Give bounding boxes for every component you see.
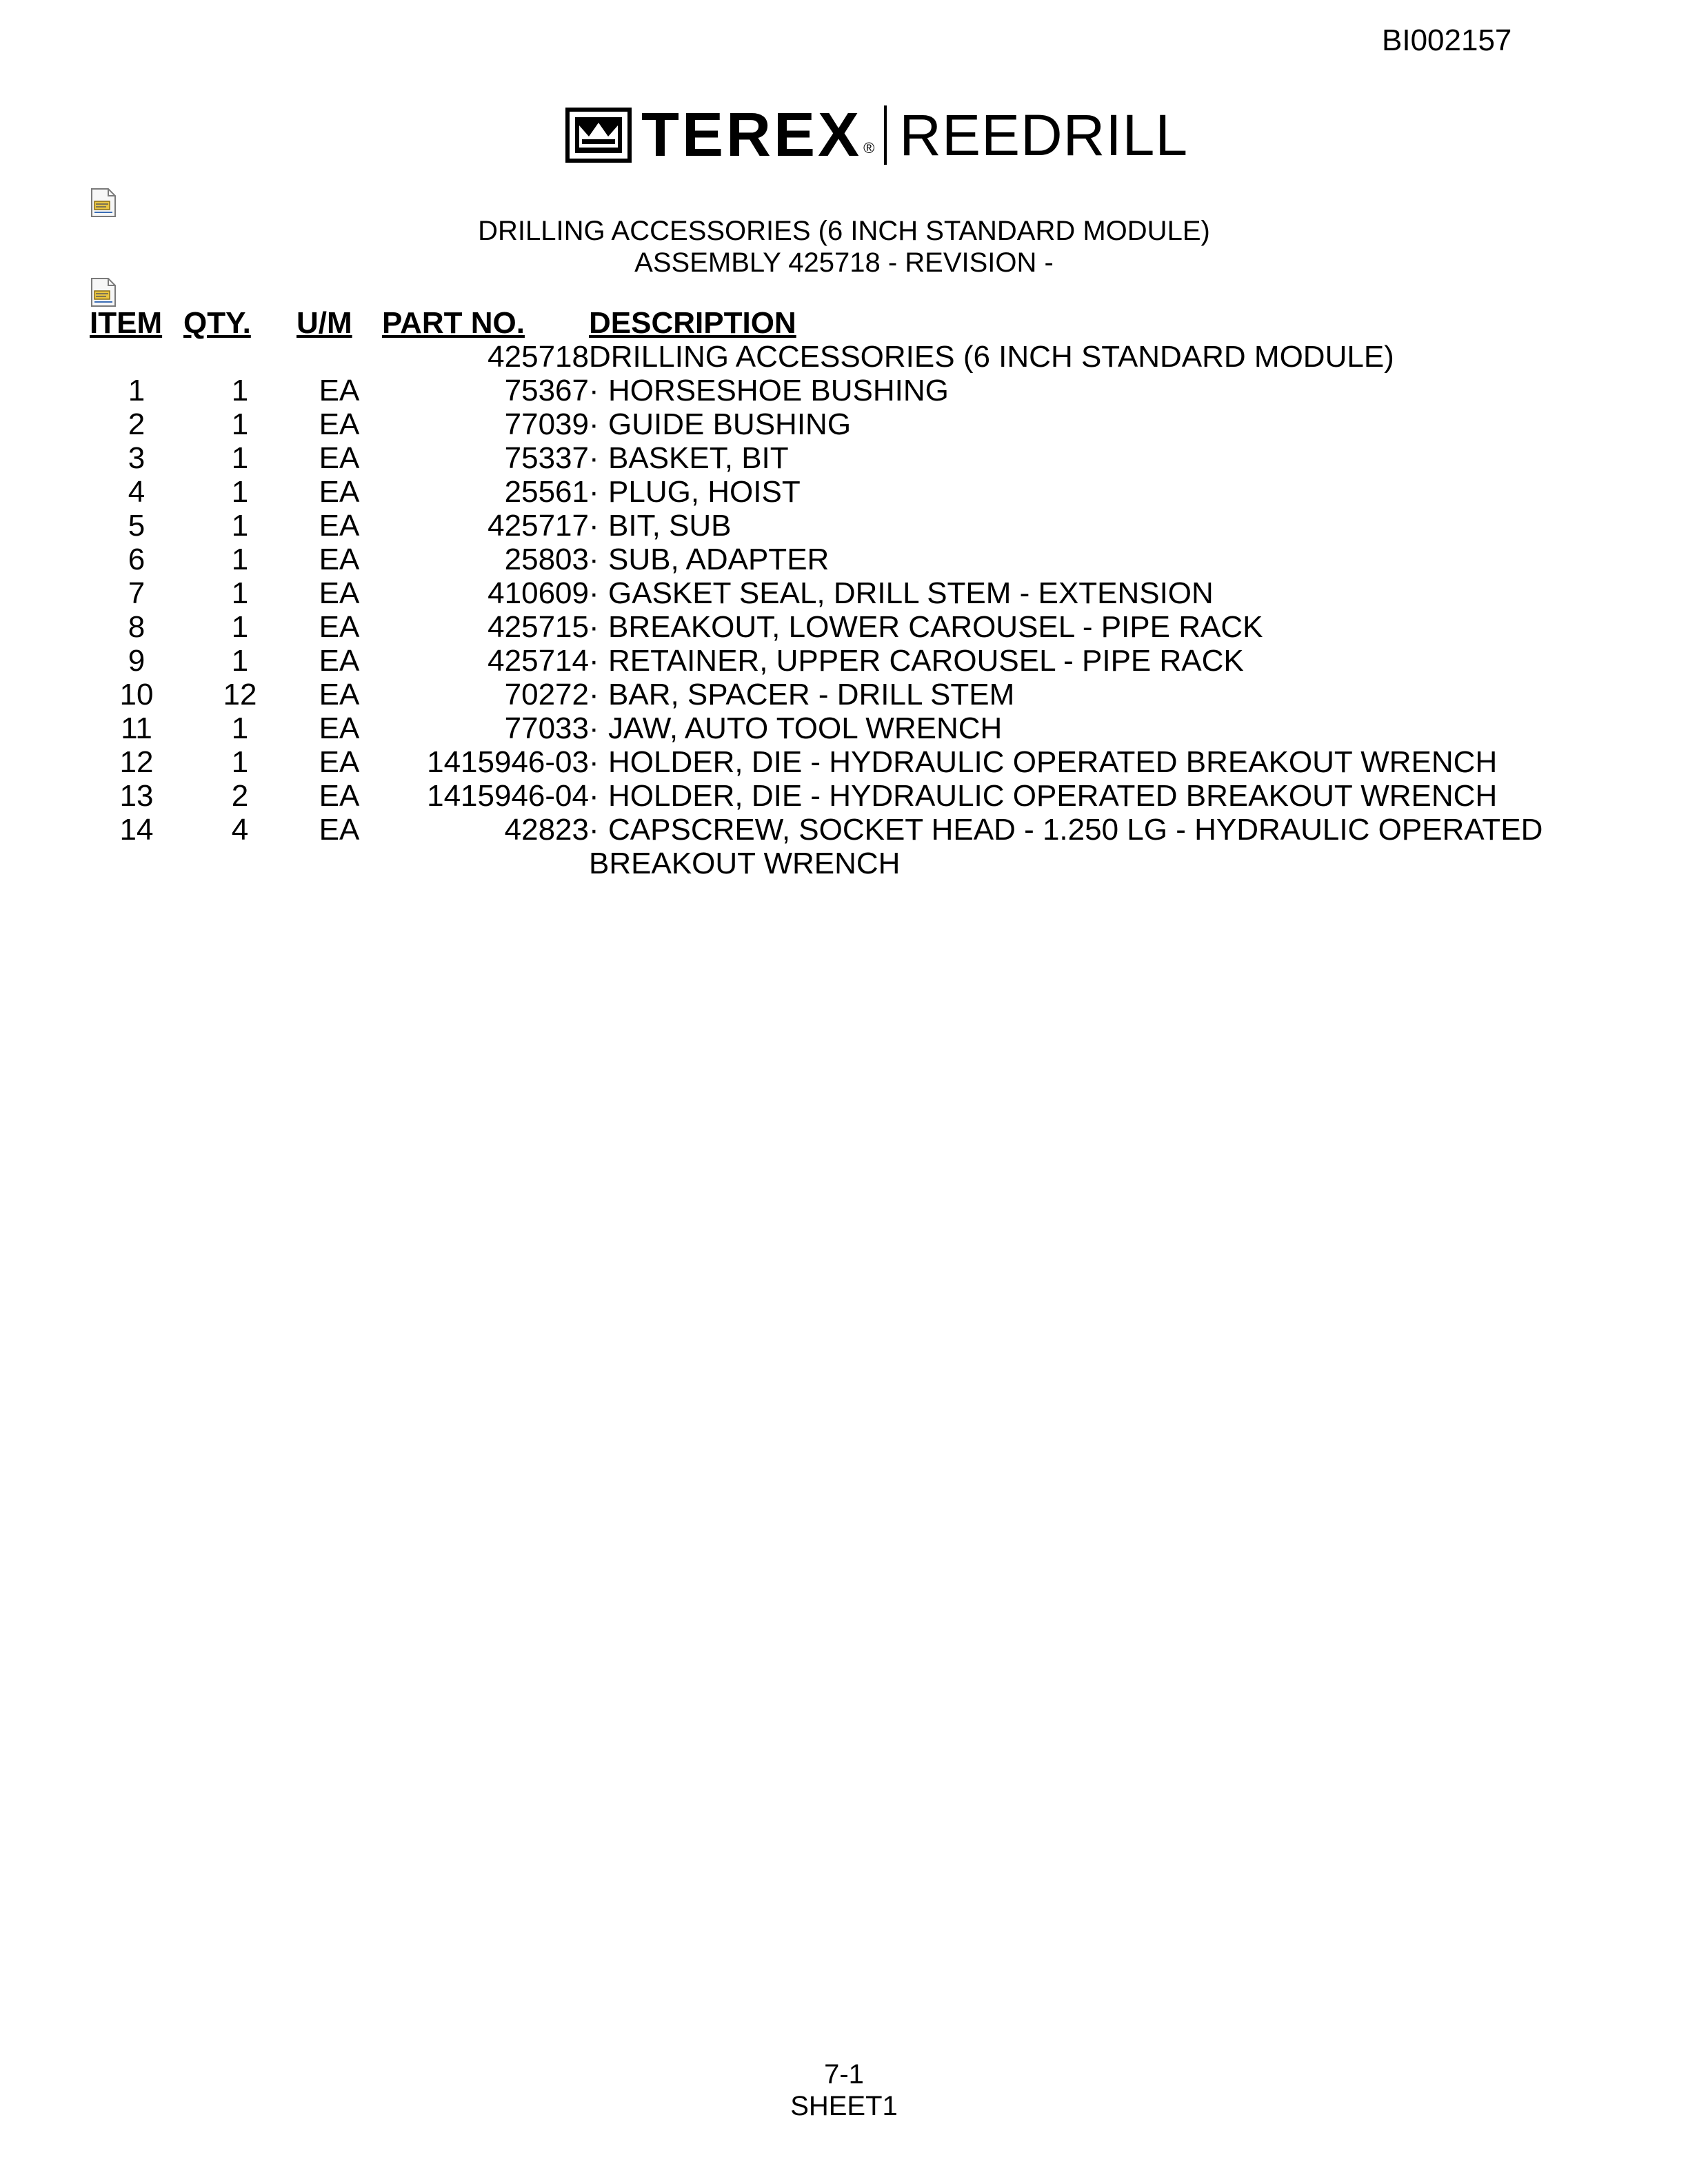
level-bullet: ·	[589, 711, 599, 745]
logo-registered-mark: ®	[863, 139, 875, 156]
document-title	[0, 215, 1688, 279]
quantity: 12	[223, 678, 257, 711]
quantity: 1	[231, 543, 249, 576]
level-bullet: ·	[589, 475, 599, 509]
quantity: 1	[231, 610, 249, 644]
part-description-cell	[589, 678, 1543, 711]
item-number: 4	[128, 475, 145, 509]
table-row	[90, 813, 1543, 847]
page-footer	[0, 2059, 1688, 2122]
part-number: 75337	[504, 441, 589, 475]
unit-of-measure: EA	[319, 644, 360, 678]
table-row	[90, 509, 1543, 543]
part-number: 25561	[504, 475, 589, 509]
level-bullet: ·	[589, 576, 599, 610]
document-id: BI002157	[1382, 23, 1512, 57]
table-row	[90, 644, 1543, 678]
title-line-2: ASSEMBLY 425718 - REVISION -	[634, 247, 1054, 278]
quantity: 1	[231, 441, 249, 475]
level-bullet: ·	[589, 509, 599, 543]
part-description: PLUG, HOIST	[608, 475, 801, 509]
table-header-row	[90, 306, 1543, 340]
part-number: 1415946-03	[427, 745, 589, 779]
level-bullet: ·	[589, 407, 599, 441]
level-bullet: ·	[589, 644, 599, 678]
unit-of-measure: EA	[319, 509, 360, 543]
part-description: GASKET SEAL, DRILL STEM - EXTENSION	[608, 576, 1214, 610]
header-qty: QTY.	[183, 306, 251, 340]
table-row	[90, 678, 1543, 711]
part-description-cell	[589, 441, 1543, 475]
terex-crown-icon	[565, 108, 632, 163]
header-description: DESCRIPTION	[589, 306, 796, 340]
part-description-cell	[589, 475, 1543, 509]
parts-list-table	[90, 306, 1543, 880]
part-description: BASKET, BIT	[608, 441, 789, 475]
unit-of-measure: EA	[319, 441, 360, 475]
part-number: 77039	[504, 407, 589, 441]
unit-of-measure: EA	[319, 576, 360, 610]
header-um: U/M	[297, 306, 352, 340]
part-description-cell	[589, 576, 1543, 610]
item-number: 7	[128, 576, 145, 610]
level-bullet: ·	[589, 543, 599, 576]
item-number: 2	[128, 407, 145, 441]
table-row	[90, 543, 1543, 576]
logo-separator	[884, 105, 887, 165]
part-description-cell	[589, 610, 1543, 644]
quantity: 1	[231, 374, 249, 407]
table-row	[90, 711, 1543, 745]
quantity: 4	[231, 813, 249, 847]
assembly-description: DRILLING ACCESSORIES (6 INCH STANDARD MODULE)	[589, 340, 1394, 374]
item-number: 12	[119, 745, 154, 779]
item-number: 6	[128, 543, 145, 576]
unit-of-measure: EA	[319, 711, 360, 745]
quantity: 1	[231, 576, 249, 610]
logo-product: REEDRILL	[899, 103, 1189, 168]
quantity: 1	[231, 509, 249, 543]
logo-brand: TEREX	[641, 101, 863, 170]
part-number: 42823	[504, 813, 589, 847]
part-number: 75367	[504, 374, 589, 407]
item-number: 9	[128, 644, 145, 678]
part-description: CAPSCREW, SOCKET HEAD - 1.250 LG - HYDRAULIC OPERATED	[608, 813, 1543, 847]
page-number: 7-1	[824, 2059, 864, 2090]
level-bullet: ·	[589, 610, 599, 644]
part-description-cell	[589, 813, 1543, 847]
part-description: HOLDER, DIE - HYDRAULIC OPERATED BREAKOUT WRENCH	[608, 745, 1498, 779]
part-description-cell	[589, 374, 1543, 407]
table-row	[90, 610, 1543, 644]
part-description-cell	[589, 644, 1543, 678]
part-description-cell	[589, 509, 1543, 543]
part-number: 25803	[504, 543, 589, 576]
part-description: HORSESHOE BUSHING	[608, 374, 949, 407]
item-number: 13	[119, 779, 154, 813]
part-description: BIT, SUB	[608, 509, 732, 543]
part-description-cell	[589, 407, 1543, 441]
part-description-cell	[589, 847, 1543, 880]
table-row	[90, 576, 1543, 610]
unit-of-measure: EA	[319, 475, 360, 509]
part-description-cell	[589, 711, 1543, 745]
header-item: ITEM	[90, 306, 163, 340]
unit-of-measure: EA	[319, 543, 360, 576]
part-number: 410609	[488, 576, 589, 610]
header-part-no: PART NO.	[382, 306, 525, 340]
note-icon[interactable]	[90, 188, 117, 218]
item-number: 3	[128, 441, 145, 475]
item-number: 5	[128, 509, 145, 543]
quantity: 1	[231, 745, 249, 779]
part-description: RETAINER, UPPER CAROUSEL - PIPE RACK	[608, 644, 1244, 678]
part-description-cell	[589, 779, 1543, 813]
part-number: 70272	[504, 678, 589, 711]
level-bullet: ·	[589, 441, 599, 475]
part-number: 425717	[488, 509, 589, 543]
unit-of-measure: EA	[319, 779, 360, 813]
part-description: HOLDER, DIE - HYDRAULIC OPERATED BREAKOUT WRENCH	[608, 779, 1498, 813]
item-number: 10	[119, 678, 154, 711]
part-description: BAR, SPACER - DRILL STEM	[608, 678, 1015, 711]
part-description: GUIDE BUSHING	[608, 407, 852, 441]
table-row	[90, 779, 1543, 813]
part-description: BREAKOUT WRENCH	[589, 847, 901, 880]
part-number: 425715	[488, 610, 589, 644]
part-description-cell	[589, 543, 1543, 576]
unit-of-measure: EA	[319, 813, 360, 847]
assembly-part-no: 425718	[488, 340, 589, 374]
unit-of-measure: EA	[319, 610, 360, 644]
item-number: 8	[128, 610, 145, 644]
quantity: 2	[231, 779, 249, 813]
unit-of-measure: EA	[319, 745, 360, 779]
part-description-cell	[589, 745, 1543, 779]
table-row	[90, 441, 1543, 475]
item-number: 1	[128, 374, 145, 407]
table-row	[90, 374, 1543, 407]
quantity: 1	[231, 711, 249, 745]
item-number: 11	[121, 711, 152, 745]
part-description: SUB, ADAPTER	[608, 543, 830, 576]
quantity: 1	[231, 644, 249, 678]
level-bullet: ·	[589, 745, 599, 779]
part-description: BREAKOUT, LOWER CAROUSEL - PIPE RACK	[608, 610, 1263, 644]
unit-of-measure: EA	[319, 407, 360, 441]
table-row	[90, 475, 1543, 509]
quantity: 1	[231, 407, 249, 441]
level-bullet: ·	[589, 813, 599, 847]
title-line-1: DRILLING ACCESSORIES (6 INCH STANDARD MODULE)	[478, 216, 1210, 246]
item-number: 14	[119, 813, 154, 847]
level-bullet: ·	[589, 779, 599, 813]
sheet-label: SHEET1	[790, 2091, 898, 2121]
level-bullet: ·	[589, 678, 599, 711]
terex-reedrill-logo	[565, 102, 1188, 168]
unit-of-measure: EA	[319, 678, 360, 711]
part-number: 425714	[488, 644, 589, 678]
table-row	[90, 407, 1543, 441]
assembly-row	[90, 340, 1543, 374]
table-row	[90, 745, 1543, 779]
part-number: 1415946-04	[427, 779, 589, 813]
part-description: JAW, AUTO TOOL WRENCH	[608, 711, 1003, 745]
level-bullet: ·	[589, 374, 599, 407]
unit-of-measure: EA	[319, 374, 360, 407]
part-number: 77033	[504, 711, 589, 745]
note-icon[interactable]	[90, 277, 117, 307]
quantity: 1	[231, 475, 249, 509]
table-row-continuation	[90, 847, 1543, 880]
